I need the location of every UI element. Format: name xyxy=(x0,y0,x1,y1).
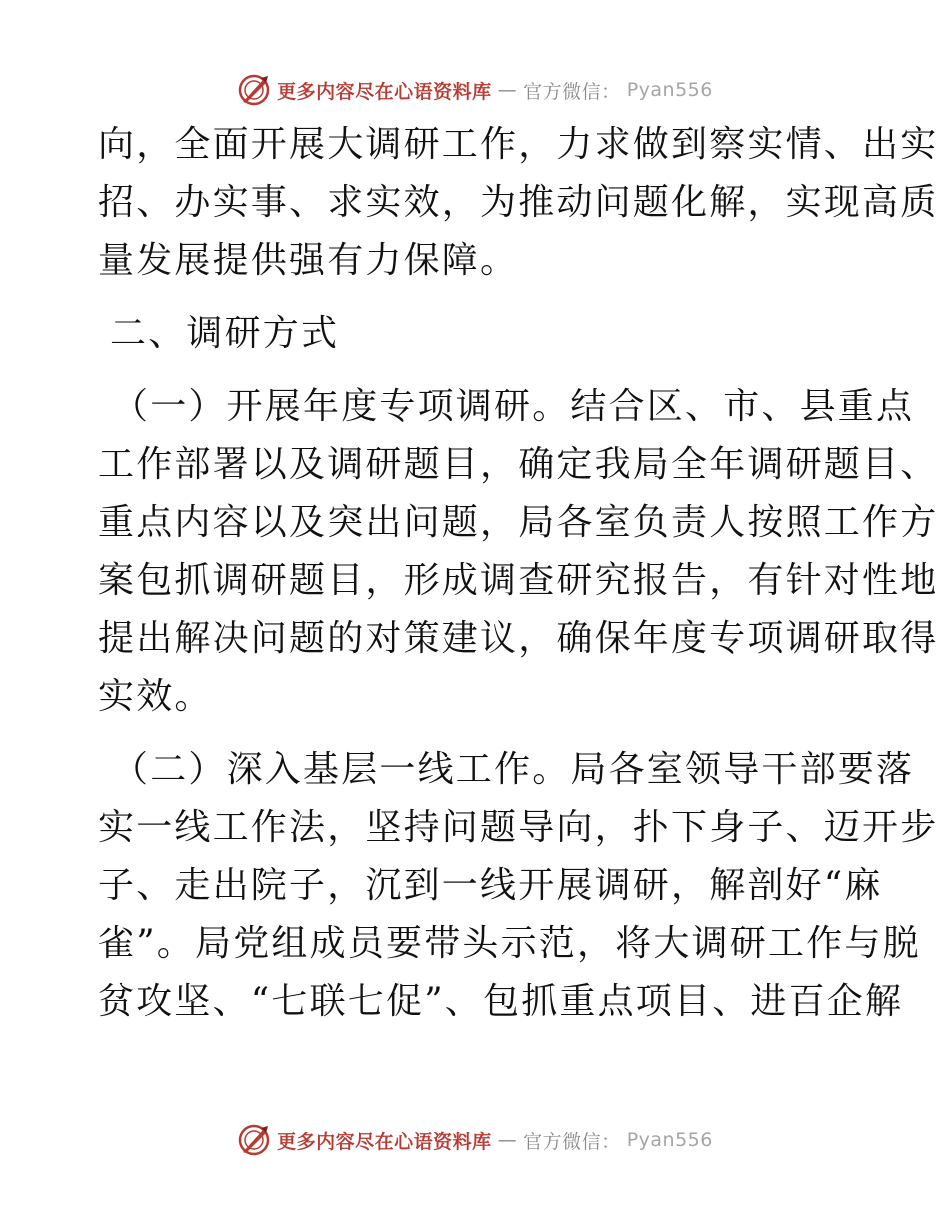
watermark-dash: — xyxy=(497,79,518,101)
text-line: 案包抓调研题目，形成调查研究报告，有针对性地 xyxy=(98,560,939,601)
text-line: 实效。 xyxy=(98,676,213,717)
text-line: （二）深入基层一线工作。局各室领导干部要落 xyxy=(112,749,915,790)
quill-logo-icon xyxy=(237,1123,271,1157)
text-line: 招、办实事、求实效，为推动问题化解，实现高质 xyxy=(98,182,939,223)
quill-logo-icon xyxy=(237,73,271,107)
document-body xyxy=(98,116,939,1031)
text-line: 工作部署以及调研题目，确定我局全年调研题目、 xyxy=(98,444,939,485)
text-line: 向，全面开展大调研工作，力求做到察实情、出实 xyxy=(98,124,939,165)
heading-line: 二、调研方式 xyxy=(110,313,340,354)
text-line: 贫攻坚、“七联七促”、包抓重点项目、进百企解 xyxy=(98,981,904,1022)
text-line: 雀”。局党组成员要带头示范，将大调研工作与脱 xyxy=(98,923,921,964)
text-line: 重点内容以及突出问题，局各室负责人按照工作方 xyxy=(98,502,939,543)
header-watermark xyxy=(0,72,950,108)
watermark-wechat-id: Pyan556 xyxy=(626,79,713,101)
text-line: 量发展提供强有力保障。 xyxy=(98,240,519,281)
watermark-title: 更多内容尽在心语资料库 xyxy=(277,80,492,103)
text-line: 实一线工作法，坚持问题导向，扑下身子、迈开步 xyxy=(98,807,939,848)
watermark-dash: — xyxy=(497,1129,518,1151)
paragraph-item-1 xyxy=(98,378,939,726)
text-line: （一）开展年度专项调研。结合区、市、县重点 xyxy=(112,386,915,427)
text-line: 提出解决问题的对策建议，确保年度专项调研取得 xyxy=(98,618,939,659)
watermark-wechat-id: Pyan556 xyxy=(626,1129,713,1151)
text-line: 子、走出院子，沉到一线开展调研，解剖好“麻 xyxy=(98,865,883,906)
section-heading xyxy=(98,305,858,363)
paragraph-item-2 xyxy=(98,741,939,1031)
watermark-wechat-label: 官方微信： xyxy=(523,1130,621,1153)
watermark-title: 更多内容尽在心语资料库 xyxy=(277,1130,492,1153)
footer-watermark xyxy=(0,1122,950,1158)
paragraph-intro xyxy=(98,116,939,290)
watermark-wechat-label: 官方微信： xyxy=(523,80,621,103)
